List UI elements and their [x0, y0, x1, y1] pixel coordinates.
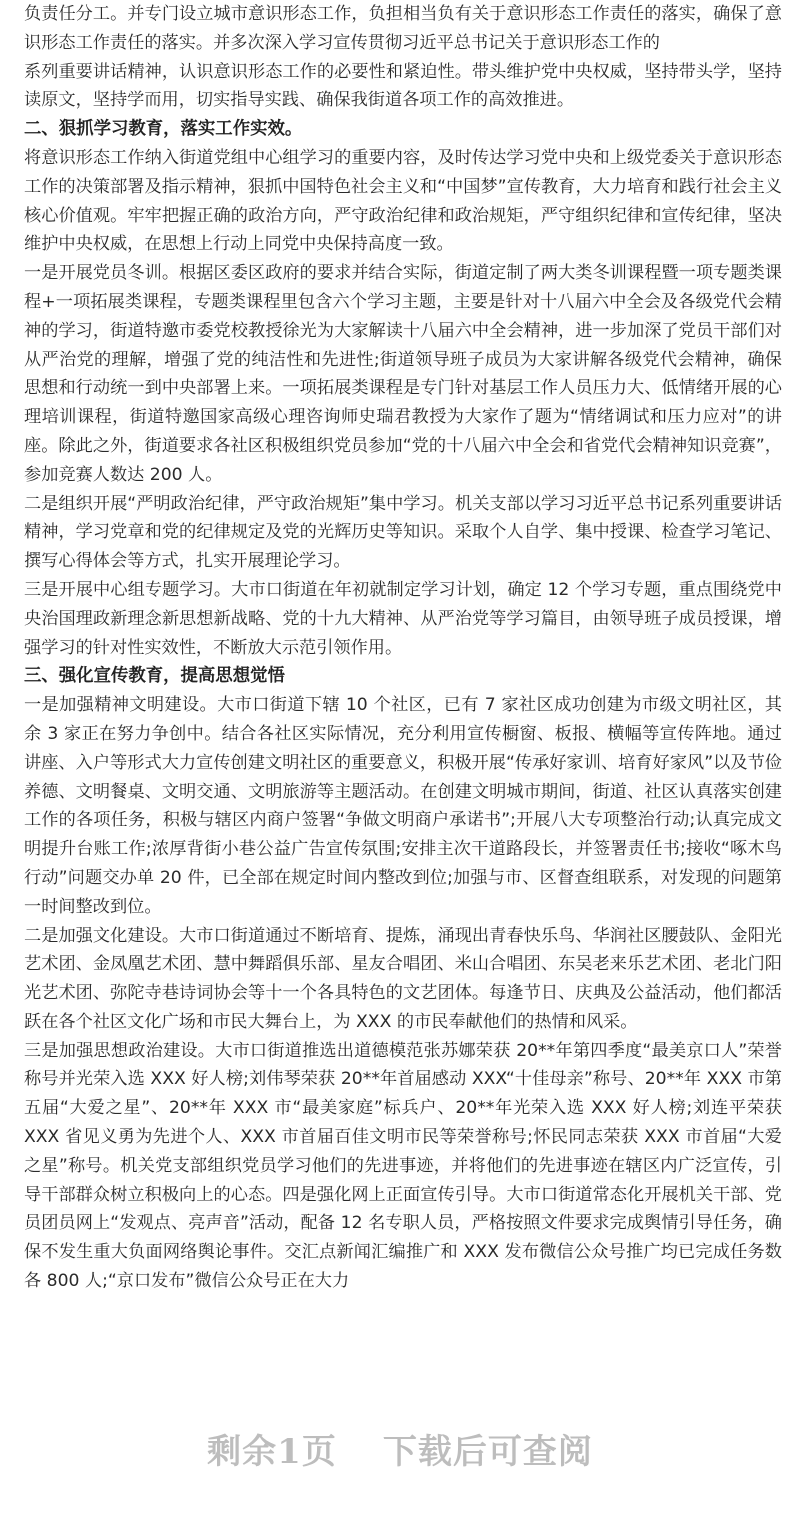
paragraph-winter-training: 一是开展党员冬训。根据区委区政府的要求并结合实际，街道定制了两大类冬训课程暨一项专题类课程+一项拓展类课程，专题类课程里包含六个学习主题，主要是针对十八届六中全会及各级党代会精神的学习，街道特邀市委党校教授徐光为大家解读十八届六中全会精神，进一步加深了党员干部们对从严治党的理解，增强了党的纯洁性和先进性;街道领导班子成员为大家讲解各级党代会精神，确保思想和行动统一到中央部署上来。一项拓展类课程是专门针对基层工作人员压力大、低情绪开展的心理培训课程，街道特邀国家高级心理咨询师史瑞君教授为大家作了题为“情绪调试和压力应对”的讲座。除此之外，街道要求各社区积极组织党员参加“党的十八届六中全会和省党代会精神知识竞赛”，参加竞赛人数达 200 人。 [24, 263, 782, 485]
paragraph-intro-fragment: 负责任分工。并专门设立城市意识形态工作，负担相当负有关于意识形态工作责任的落实，确保了意识形态工作责任的落实。并多次深入学习宣传贯彻习近平总书记关于意识形态工作的 [24, 4, 782, 53]
download-to-view-label[interactable]: 下载后可查阅 [382, 1432, 593, 1472]
download-prompt[interactable] [0, 1424, 800, 1473]
section-heading-2: 二、狠抓学习教育，落实工作实效。 [24, 119, 303, 140]
remaining-pages-label[interactable]: 剩余1页 [207, 1432, 337, 1472]
paragraph-discipline-study: 二是组织开展“严明政治纪律，严守政治规矩”集中学习。机关支部以学习习近平总书记系列重要讲话精神，学习党章和党的纪律规定及党的光辉历史等知识。采取个人自学、集中授课、检查学习笔记、撰写心得体会等方式，扎实开展理论学习。 [24, 493, 782, 572]
paragraph-politics: 三是加强思想政治建设。大市口街道推选出道德模范张苏娜荣获 20**年第四季度“最美京口人”荣誉称号并光荣入选 XXX 好人榜;刘伟琴荣获 20**年首届感动 XXX“十佳母亲”称号、20**年 XXX 市第五届“大爱之星”、20**年 XXX 市“最美家庭”标兵户、20**年光荣入选 XXX 好人榜;刘连平荣获 XXX 省见义勇为先进个人、XXX 市首届百佳文明市民等荣誉称号;怀民同志荣获 XXX 市首届“大爱之星”称号。机关党支部组织党员学习他们的先进事迹，并将他们的先进事迹在辖区内广泛宣传，引导干部群众树立积极向上的心态。四是强化网上正面宣传引导。大市口街道常态化开展机关干部、党员团员网上“发观点、亮声音”活动，配备 12 名专职人员，严格按照文件要求完成舆情引导任务，确保不发生重大负面网络舆论事件。交汇点新闻汇编推广和 XXX 发布微信公众号推广均已完成任务数各 800 人;“京口发布”微信公众号正在大力 [24, 1040, 782, 1292]
paragraph-civilization: 一是加强精神文明建设。大市口街道下辖 10 个社区，已有 7 家社区成功创建为市级文明社区，其余 3 家正在努力争创中。结合各社区实际情况，充分利用宣传橱窗、板报、横幅等宣传阵地。通过讲座、入户等形式大力宣传创建文明社区的重要意义，积极开展“传承好家训、培育好家风”以及节俭养德、文明餐桌、文明交通、文明旅游等主题活动。在创建文明城市期间，街道、社区认真落实创建工作的各项任务，积极与辖区内商户签署“争做文明商户承诺书”;开展八大专项整治行动;认真完成文明提升台账工作;浓厚背街小巷公益广告宣传氛围;安排主次干道路段长，并签署责任书;接收“啄木鸟行动”问题交办单 20 件，已全部在规定时间内整改到位;加强与市、区督查组联系，对发现的问题第一时间整改到位。 [24, 695, 782, 917]
document-body [24, 0, 782, 1296]
paragraph-central-group-study: 三是开展中心组专题学习。大市口街道在年初就制定学习计划，确定 12 个学习专题，重点围绕党中央治国理政新理念新思想新战略、党的十九大精神、从严治党等学习篇目，由领导班子成员授课，增强学习的针对性实效性，不断放大示范引领作用。 [24, 579, 782, 658]
paragraph-speech-spirit: 系列重要讲话精神，认识意识形态工作的必要性和紧迫性。带头维护党中央权威，坚持带头学，坚持读原文，坚持学而用，切实指导实践、确保我街道各项工作的高效推进。 [24, 61, 782, 111]
paragraph-culture: 二是加强文化建设。大市口街道通过不断培育、提炼，涌现出青春快乐鸟、华润社区腰鼓队、金阳光艺术团、金凤凰艺术团、慧中舞蹈俱乐部、星友合唱团、米山合唱团、东吴老来乐艺术团、老北门阳光艺术团、弥陀寺巷诗词协会等十一个各具特色的文艺团体。每逢节日、庆典及公益活动，他们都活跃在各个社区文化广场和市民大舞台上，为 XXX 的市民奉献他们的热情和风采。 [24, 925, 782, 1032]
paragraph-ideology-study: 将意识形态工作纳入街道党组中心组学习的重要内容，及时传达学习党中央和上级党委关于意识形态工作的决策部署及指示精神，狠抓中国特色社会主义和“中国梦”宣传教育，大力培育和践行社会主义核心价值观。牢牢把握正确的政治方向，严守政治纪律和政治规矩，严守组织纪律和宣传纪律，坚决维护中央权威，在思想上行动上同党中央保持高度一致。 [24, 147, 782, 255]
section-heading-3: 三、强化宣传教育，提高思想觉悟 [24, 666, 285, 687]
